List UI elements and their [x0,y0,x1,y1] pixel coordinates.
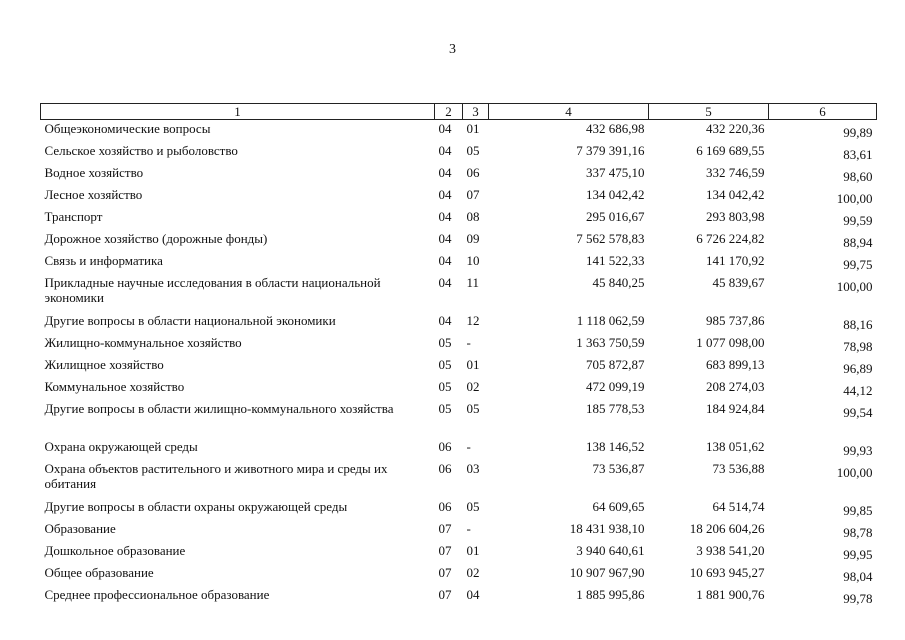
row-subsection-code: 12 [466,313,480,328]
table-row [41,542,877,564]
row-section-code: 04 [438,275,452,290]
row-executed-amount: 6 169 689,55 [696,143,765,158]
table-row [41,334,877,356]
row-subsection-code: 05 [466,401,480,416]
row-subsection-code: - [466,439,471,454]
row-executed-amount: 3 938 541,20 [696,543,765,558]
row-execution-percent: 44,12 [843,383,873,398]
row-name: Другие вопросы в области охраны окружающей среды [44,499,348,514]
row-subsection-code: 10 [466,253,480,268]
row-planned-amount: 432 686,98 [586,121,645,136]
row-execution-percent: 96,89 [843,361,873,376]
row-subsection-code: 02 [466,565,480,580]
row-name: Дошкольное образование [44,543,186,558]
row-name: Общеэкономические вопросы [44,121,211,136]
row-subsection-code: 03 [466,461,480,476]
row-subsection-code: - [466,335,471,350]
table-row [41,230,877,252]
row-subsection-code: 01 [466,543,480,558]
row-name: Общее образование [44,565,154,580]
row-section-code: 04 [438,143,452,158]
row-name: Охрана окружающей среды [44,439,198,454]
row-execution-percent: 99,59 [843,213,873,228]
row-executed-amount: 134 042,42 [706,187,765,202]
row-planned-amount: 472 099,19 [586,379,645,394]
row-name: Образование [44,521,116,536]
page-number: 3 [449,42,456,57]
row-section-code: 06 [438,499,452,514]
column-header-1: 1 [41,104,435,120]
row-section-code: 04 [438,253,452,268]
column-header-4: 4 [489,104,649,120]
row-execution-percent: 83,61 [843,147,873,162]
row-execution-percent: 99,93 [843,443,873,458]
row-executed-amount: 184 924,84 [706,401,765,416]
row-execution-percent: 98,04 [843,569,873,584]
row-execution-percent: 78,98 [843,339,873,354]
row-subsection-code: 06 [466,165,480,180]
row-planned-amount: 18 431 938,10 [569,521,645,536]
column-header-5: 5 [649,104,769,120]
row-section-code: 05 [438,335,452,350]
column-header-2: 2 [435,104,463,120]
row-section-code: 05 [438,379,452,394]
row-planned-amount: 1 363 750,59 [576,335,645,350]
row-executed-amount: 432 220,36 [706,121,765,136]
row-subsection-code: 02 [466,379,480,394]
table-row [41,274,877,312]
table-header-row [41,104,877,120]
table-row [41,400,877,438]
table-row [41,460,877,498]
row-planned-amount: 295 016,67 [586,209,645,224]
row-planned-amount: 185 778,53 [586,401,645,416]
row-execution-percent: 100,00 [836,279,873,294]
row-name: Связь и информатика [44,253,163,268]
row-section-code: 06 [438,461,452,476]
row-section-code: 04 [438,187,452,202]
row-execution-percent: 99,78 [843,591,873,606]
table-row [41,142,877,164]
row-execution-percent: 88,94 [843,235,873,250]
row-section-code: 04 [438,121,452,136]
row-name: Лесное хозяйство [44,187,143,202]
row-name: Коммунальное хозяйство [44,379,185,394]
row-execution-percent: 99,89 [843,125,873,140]
row-executed-amount: 141 170,92 [706,253,765,268]
row-executed-amount: 6 726 224,82 [696,231,765,246]
row-subsection-code: 05 [466,143,480,158]
row-planned-amount: 3 940 640,61 [576,543,645,558]
row-planned-amount: 1 885 995,86 [576,587,645,602]
row-execution-percent: 98,60 [843,169,873,184]
row-section-code: 04 [438,313,452,328]
row-section-code: 04 [438,165,452,180]
row-name: Среднее профессиональное образование [44,587,270,602]
table-row [41,356,877,378]
row-planned-amount: 73 536,87 [592,461,645,476]
column-header-6: 6 [769,104,877,120]
row-execution-percent: 100,00 [836,465,873,480]
row-executed-amount: 18 206 604,26 [689,521,765,536]
row-name: Жилищно-коммунальное хозяйство [44,335,242,350]
row-execution-percent: 88,16 [843,317,873,332]
row-section-code: 04 [438,209,452,224]
table-row [41,378,877,400]
row-planned-amount: 337 475,10 [586,165,645,180]
row-name: Жилищное хозяйство [44,357,164,372]
row-planned-amount: 705 872,87 [586,357,645,372]
row-subsection-code: 04 [466,587,480,602]
row-executed-amount: 138 051,62 [706,439,765,454]
table-row [41,564,877,586]
row-execution-percent: 99,95 [843,547,873,562]
row-executed-amount: 1 077 098,00 [696,335,765,350]
row-section-code: 07 [438,521,452,536]
row-planned-amount: 7 562 578,83 [576,231,645,246]
row-name: Сельское хозяйство и рыболовство [44,143,238,158]
row-execution-percent: 99,54 [843,405,873,420]
row-planned-amount: 7 379 391,16 [576,143,645,158]
row-subsection-code: 11 [466,275,480,290]
row-subsection-code: 05 [466,499,480,514]
row-planned-amount: 10 907 967,90 [569,565,645,580]
row-planned-amount: 45 840,25 [592,275,645,290]
table-row [41,252,877,274]
row-name: Дорожное хозяйство (дорожные фонды) [44,231,268,246]
row-name: Охрана объектов растительного и животного мира и среды их обитания [44,461,388,491]
row-executed-amount: 332 746,59 [706,165,765,180]
row-name: Другие вопросы в области национальной экономики [44,313,336,328]
row-execution-percent: 99,75 [843,257,873,272]
row-section-code: 07 [438,543,452,558]
row-subsection-code: 01 [466,121,480,136]
row-subsection-code: 09 [466,231,480,246]
row-subsection-code: - [466,521,471,536]
table-row [41,312,877,334]
row-execution-percent: 100,00 [836,191,873,206]
row-executed-amount: 985 737,86 [706,313,765,328]
row-planned-amount: 1 118 062,59 [576,313,645,328]
table-row [41,520,877,542]
row-section-code: 04 [438,231,452,246]
row-planned-amount: 141 522,33 [586,253,645,268]
row-name: Водное хозяйство [44,165,144,180]
table-row [41,586,877,608]
row-executed-amount: 293 803,98 [706,209,765,224]
table-row [41,208,877,230]
row-name: Другие вопросы в области жилищно-коммунального хозяйства [44,401,394,416]
row-executed-amount: 208 274,03 [706,379,765,394]
row-executed-amount: 45 839,67 [712,275,765,290]
row-name: Транспорт [44,209,103,224]
row-subsection-code: 01 [466,357,480,372]
row-planned-amount: 134 042,42 [586,187,645,202]
row-executed-amount: 1 881 900,76 [696,587,765,602]
row-section-code: 05 [438,357,452,372]
row-execution-percent: 98,78 [843,525,873,540]
table-row [41,438,877,460]
table-row [41,498,877,520]
row-subsection-code: 07 [466,187,480,202]
budget-table [40,103,877,608]
row-section-code: 07 [438,587,452,602]
row-executed-amount: 683 899,13 [706,357,765,372]
row-planned-amount: 138 146,52 [586,439,645,454]
column-header-3: 3 [463,104,489,120]
row-execution-percent: 99,85 [843,503,873,518]
row-executed-amount: 73 536,88 [712,461,765,476]
row-name: Прикладные научные исследования в области национальной экономики [44,275,381,305]
row-planned-amount: 64 609,65 [592,499,645,514]
table-row [41,164,877,186]
row-executed-amount: 64 514,74 [712,499,765,514]
row-subsection-code: 08 [466,209,480,224]
table-row [41,120,877,143]
row-section-code: 05 [438,401,452,416]
row-section-code: 06 [438,439,452,454]
table-row [41,186,877,208]
row-section-code: 07 [438,565,452,580]
row-executed-amount: 10 693 945,27 [689,565,765,580]
